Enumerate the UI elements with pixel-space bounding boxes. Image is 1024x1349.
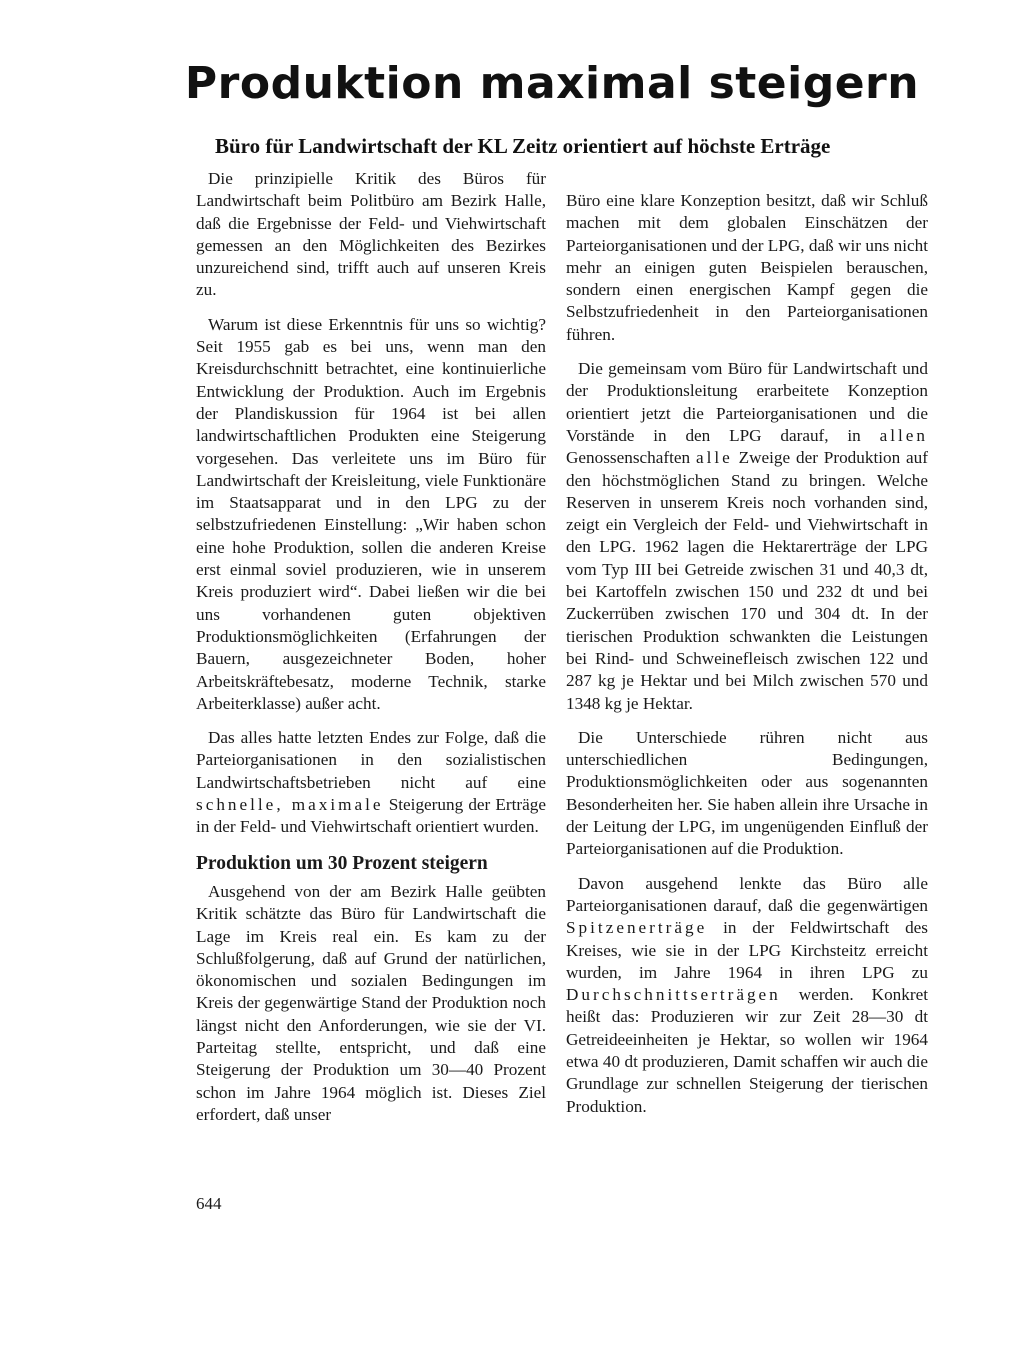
article-headline: Produktion maximal steigern [184,58,920,109]
paragraph: Die Unterschiede rühren nicht aus unterschiedlichen Bedingungen, Produktionsmöglichkeiten oder aus sogenannten Besonderheiten her. Sie haben allein ihre Ursache in der Leitung der LPG, im ungenügenden Einfluß der Parteiorganisationen auf die Produktion. [566,727,928,859]
emphasized-text: schnelle, maximale [196,795,384,815]
emphasized-text: Durchschnittserträgen [566,985,781,1005]
text-run: Die gemeinsam vom Büro für Landwirtschaft und der Produktionsleitung erarbeitete Konzeption orientiert jetzt die Parteiorganisationen und die Vorstände in den LPG darauf, in [566,359,928,445]
emphasized-text: alle [695,448,733,468]
paragraph [196,727,546,838]
article-subheadline: Büro für Landwirtschaft der KL Zeitz orientiert auf höchste Erträge [215,134,831,158]
paragraph: Warum ist diese Erkenntnis für uns so wichtig? Seit 1955 gab es bei uns, wenn man den Kreisdurchschnitt betrachtet, eine kontinuierliche Entwicklung der Produktion. Auch im Ergebnis der Plandiskussion für 1964 ist bei allen landwirtschaftlichen Produkten eine Steigerung vorgesehen. Das verleitete uns im Büro für Landwirtschaft der Kreisleitung, viele Funktionäre im Staatsapparat und in den LPG zu der selbstzufriedenen Einstellung: „Wir haben schon eine hohe Produktion, sollen die anderen Kreise erst einmal soviel produzieren, wie in unserem Kreis produziert wird“. Dabei ließen wir die bei uns vorhandenen guten objektiven Produktionsmöglichkeiten (Erfahrungen der Bauern, ausgezeichneter Boden, hoher Arbeitskräftebesatz, moderne Technik, starke Arbeiterklasse) außer acht. [196,314,546,713]
right-column [566,190,928,1130]
left-column [196,168,546,1138]
text-run: Davon ausgehend lenkte das Büro alle Parteiorganisationen darauf, daß die gegenwärtigen [566,873,928,915]
paragraph: Ausgehend von der am Bezirk Halle geübten Kritik schätzte das Büro für Landwirtschaft die Lage im Kreis real ein. Es kam zu der Schlußfolgerung, daß auf Grund der natürlichen, ökonomischen und sozialen Bedingungen im Kreis der gegenwärtige Stand der Produktion noch längst nicht den Anforderungen, wie sie der VI. Parteitag stellte, entspricht, und daß eine Steigerung der Produktion um 30—40 Prozent schon im Jahre 1964 möglich ist. Dieses Ziel erfordert, daß unser [196,881,546,1124]
paragraph: Büro eine klare Konzeption besitzt, daß wir Schluß machen mit dem globalen Einschätzen der Parteiorganisationen und der LPG, daß wir uns nicht mehr an einigen guten Beispielen berauschen, sondern einen energischen Kampf gegen die Selbstzufriedenheit in den Parteiorganisationen führen. [566,191,928,344]
text-run: Genossenschaften [566,448,696,468]
emphasized-text: allen [879,425,928,445]
text-run: Steigerung der Erträge in der Feld- und Viehwirtschaft orientiert wurden. [196,795,546,837]
paragraph: Die prinzipielle Kritik des Büros für Landwirtschaft beim Politbüro am Bezirk Halle, daß die Ergebnisse der Feld- und Viehwirtschaft gemessen an den Möglichkeiten des Bezirkes unzureichend sind, trifft auch auf unseren Kreis zu. [196,169,546,300]
page-number: 644 [196,1194,222,1213]
paragraph [566,873,928,1118]
text-run: werden. Konkret heißt das: Produzieren wir zur Zeit 28—30 dt Getreideeinheiten je Hektar, so wollen wir 1964 etwa 40 dt produzieren, Damit schaffen wir auch die Grundlage zur schnellen Steigerung der tierischen Produktion. [566,985,928,1116]
text-run: Das alles hatte letzten Endes zur Folge, daß die Parteiorganisationen in den sozialistischen Landwirtschaftsbetrieben nicht auf eine [196,728,546,792]
paragraph [566,358,928,715]
text-run: in der Feldwirtschaft des Kreises, wie sie in der LPG Kirchsteitz erreicht wurden, im Jahre 1964 in ihren LPG zu [566,918,928,982]
emphasized-text: Spitzenerträge [566,918,708,938]
text-run: Zweige der Produktion auf den höchstmöglichen Stand zu bringen. Welche Reserven in unserem Kreis noch vorhanden sind, zeigt ein Vergleich der Feld- und Viehwirtschaft in den LPG. 1962 lagen die Hektarerträge der LPG vom Typ III bei Getreide zwischen 31 und 40,3 dt, bei Kartoffeln zwischen 150 und 232 dt und bei Zuckerrüben zwischen 170 und 304 dt. In der tierischen Produktion schwankten die Leistungen bei Rind- und Schweinefleisch zwischen 122 und 287 kg je Hektar und bei Milch zwischen 570 und 1348 kg je Hektar. [566,448,929,713]
section-heading: Produktion um 30 Prozent steigern [196,852,488,874]
